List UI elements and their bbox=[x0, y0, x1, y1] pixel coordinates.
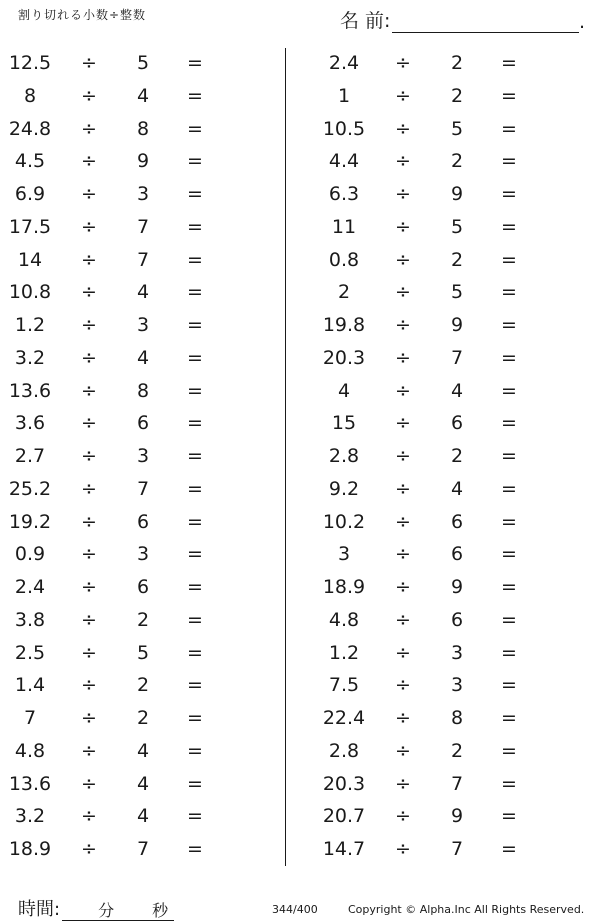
dividend: 3.8 bbox=[14, 608, 46, 631]
dividend: 2.4 bbox=[14, 576, 46, 598]
divisor: 5 bbox=[450, 215, 464, 238]
dividend: 2.8 bbox=[328, 445, 360, 467]
division-sign: ÷ bbox=[81, 379, 97, 402]
divisor: 9 bbox=[136, 150, 150, 173]
divisor: 7 bbox=[450, 838, 464, 860]
division-sign: ÷ bbox=[395, 739, 411, 762]
division-sign: ÷ bbox=[395, 150, 411, 173]
equals-sign: = bbox=[187, 641, 203, 664]
dividend: 20.3 bbox=[322, 346, 366, 369]
time-label: 時間: bbox=[18, 899, 61, 920]
divisor: 7 bbox=[450, 346, 464, 369]
equals-sign: = bbox=[501, 510, 517, 533]
equals-sign: = bbox=[501, 707, 517, 729]
equals-sign: = bbox=[187, 477, 203, 500]
dividend: 19.8 bbox=[322, 314, 366, 336]
dividend: 2.4 bbox=[328, 52, 360, 74]
divisor: 2 bbox=[136, 608, 150, 631]
dividend: 6.9 bbox=[14, 183, 46, 205]
dividend: 10.8 bbox=[8, 281, 52, 304]
equals-sign: = bbox=[187, 84, 203, 107]
equals-sign: = bbox=[187, 379, 203, 402]
dividend: 1 bbox=[337, 84, 351, 107]
divisor: 9 bbox=[450, 314, 464, 336]
division-sign: ÷ bbox=[395, 772, 411, 795]
division-sign: ÷ bbox=[395, 52, 411, 74]
equals-sign: = bbox=[501, 84, 517, 107]
time-field bbox=[18, 895, 174, 921]
divisor: 3 bbox=[136, 183, 150, 205]
division-sign: ÷ bbox=[395, 183, 411, 205]
dividend: 7 bbox=[23, 707, 37, 729]
divisor: 7 bbox=[136, 477, 150, 500]
divisor: 6 bbox=[450, 608, 464, 631]
dividend: 20.3 bbox=[322, 772, 366, 795]
division-sign: ÷ bbox=[81, 215, 97, 238]
division-sign: ÷ bbox=[81, 117, 97, 140]
equals-sign: = bbox=[187, 346, 203, 369]
equals-sign: = bbox=[501, 281, 517, 304]
division-sign: ÷ bbox=[81, 772, 97, 795]
divisor: 2 bbox=[450, 150, 464, 173]
dividend: 15 bbox=[331, 412, 357, 435]
divisor: 3 bbox=[450, 674, 464, 697]
divisor: 5 bbox=[136, 52, 150, 74]
divisor: 4 bbox=[450, 477, 464, 500]
equals-sign: = bbox=[187, 248, 203, 271]
equals-sign: = bbox=[501, 805, 517, 828]
dividend: 18.9 bbox=[8, 838, 52, 860]
equals-sign: = bbox=[187, 183, 203, 205]
dividend: 4 bbox=[337, 379, 351, 402]
dividend: 24.8 bbox=[8, 117, 52, 140]
equals-sign: = bbox=[501, 314, 517, 336]
division-sign: ÷ bbox=[395, 314, 411, 336]
equals-sign: = bbox=[501, 248, 517, 271]
divisor: 7 bbox=[136, 838, 150, 860]
equals-sign: = bbox=[187, 674, 203, 697]
equals-sign: = bbox=[501, 117, 517, 140]
equals-sign: = bbox=[187, 805, 203, 828]
divisor: 7 bbox=[136, 248, 150, 271]
divisor: 9 bbox=[450, 805, 464, 828]
divisor: 3 bbox=[450, 641, 464, 664]
division-sign: ÷ bbox=[81, 248, 97, 271]
equals-sign: = bbox=[187, 838, 203, 860]
equals-sign: = bbox=[501, 445, 517, 467]
divisor: 4 bbox=[136, 281, 150, 304]
dividend: 9.2 bbox=[328, 477, 360, 500]
equals-sign: = bbox=[187, 510, 203, 533]
division-sign: ÷ bbox=[81, 412, 97, 435]
divisor: 3 bbox=[136, 314, 150, 336]
division-sign: ÷ bbox=[81, 543, 97, 566]
division-sign: ÷ bbox=[81, 510, 97, 533]
name-label: 名 前: bbox=[340, 10, 391, 32]
division-sign: ÷ bbox=[81, 608, 97, 631]
division-sign: ÷ bbox=[395, 707, 411, 729]
divisor: 5 bbox=[136, 641, 150, 664]
division-sign: ÷ bbox=[81, 445, 97, 467]
dividend: 12.5 bbox=[8, 52, 52, 74]
division-sign: ÷ bbox=[395, 641, 411, 664]
division-sign: ÷ bbox=[395, 412, 411, 435]
division-sign: ÷ bbox=[395, 805, 411, 828]
divisor: 4 bbox=[136, 84, 150, 107]
equals-sign: = bbox=[501, 674, 517, 697]
divisor: 4 bbox=[450, 379, 464, 402]
equals-sign: = bbox=[187, 150, 203, 173]
division-sign: ÷ bbox=[395, 117, 411, 140]
equals-sign: = bbox=[187, 707, 203, 729]
dividend: 14 bbox=[17, 248, 43, 271]
dividend: 25.2 bbox=[8, 477, 52, 500]
division-sign: ÷ bbox=[395, 608, 411, 631]
division-sign: ÷ bbox=[395, 84, 411, 107]
divisor: 3 bbox=[136, 543, 150, 566]
name-field bbox=[340, 6, 585, 33]
dividend: 8 bbox=[23, 84, 37, 107]
division-sign: ÷ bbox=[395, 674, 411, 697]
divisor: 8 bbox=[136, 117, 150, 140]
dividend: 2 bbox=[337, 281, 351, 304]
divisor: 8 bbox=[450, 707, 464, 729]
divisor: 6 bbox=[450, 543, 464, 566]
equals-sign: = bbox=[187, 215, 203, 238]
dividend: 10.5 bbox=[322, 117, 366, 140]
dividend: 3.2 bbox=[14, 805, 46, 828]
equals-sign: = bbox=[187, 445, 203, 467]
divisor: 7 bbox=[450, 772, 464, 795]
dividend: 2.8 bbox=[328, 739, 360, 762]
division-sign: ÷ bbox=[395, 477, 411, 500]
divisor: 4 bbox=[136, 346, 150, 369]
divisor: 2 bbox=[450, 739, 464, 762]
division-sign: ÷ bbox=[81, 150, 97, 173]
equals-sign: = bbox=[501, 838, 517, 860]
dividend: 22.4 bbox=[322, 707, 366, 729]
dividend: 7.5 bbox=[328, 674, 360, 697]
equals-sign: = bbox=[187, 281, 203, 304]
equals-sign: = bbox=[501, 641, 517, 664]
minutes-label: 分 bbox=[98, 901, 115, 920]
divisor: 9 bbox=[450, 183, 464, 205]
divisor: 4 bbox=[136, 772, 150, 795]
equals-sign: = bbox=[187, 412, 203, 435]
divisor: 6 bbox=[450, 412, 464, 435]
dividend: 1.2 bbox=[14, 314, 46, 336]
division-sign: ÷ bbox=[81, 805, 97, 828]
division-sign: ÷ bbox=[395, 510, 411, 533]
division-sign: ÷ bbox=[81, 314, 97, 336]
divisor: 9 bbox=[450, 576, 464, 598]
equals-sign: = bbox=[187, 543, 203, 566]
divisor: 4 bbox=[136, 805, 150, 828]
divisor: 6 bbox=[136, 412, 150, 435]
equals-sign: = bbox=[501, 477, 517, 500]
equals-sign: = bbox=[187, 772, 203, 795]
column-divider bbox=[285, 48, 286, 866]
dividend: 10.2 bbox=[322, 510, 366, 533]
divisor: 8 bbox=[136, 379, 150, 402]
dividend: 2.5 bbox=[14, 641, 46, 664]
equals-sign: = bbox=[187, 117, 203, 140]
dividend: 3.2 bbox=[14, 346, 46, 369]
division-sign: ÷ bbox=[395, 445, 411, 467]
equals-sign: = bbox=[501, 739, 517, 762]
division-sign: ÷ bbox=[395, 543, 411, 566]
division-sign: ÷ bbox=[81, 576, 97, 598]
divisor: 6 bbox=[450, 510, 464, 533]
division-sign: ÷ bbox=[81, 641, 97, 664]
divisor: 2 bbox=[136, 674, 150, 697]
equals-sign: = bbox=[501, 183, 517, 205]
dividend: 0.8 bbox=[328, 248, 360, 271]
dividend: 11 bbox=[331, 215, 357, 238]
division-sign: ÷ bbox=[395, 346, 411, 369]
dividend: 18.9 bbox=[322, 576, 366, 598]
dividend: 14.7 bbox=[322, 838, 366, 860]
equals-sign: = bbox=[501, 215, 517, 238]
dividend: 4.4 bbox=[328, 150, 360, 173]
equals-sign: = bbox=[501, 543, 517, 566]
equals-sign: = bbox=[501, 379, 517, 402]
division-sign: ÷ bbox=[395, 576, 411, 598]
divisor: 2 bbox=[450, 84, 464, 107]
divisor: 2 bbox=[450, 445, 464, 467]
equals-sign: = bbox=[187, 314, 203, 336]
divisor: 4 bbox=[136, 739, 150, 762]
dividend: 19.2 bbox=[8, 510, 52, 533]
division-sign: ÷ bbox=[81, 183, 97, 205]
equals-sign: = bbox=[501, 772, 517, 795]
divisor: 7 bbox=[136, 215, 150, 238]
page-number: 344/400 bbox=[272, 903, 318, 916]
name-end-dot: . bbox=[578, 11, 585, 33]
dividend: 3 bbox=[337, 543, 351, 566]
equals-sign: = bbox=[501, 412, 517, 435]
division-sign: ÷ bbox=[395, 838, 411, 860]
division-sign: ÷ bbox=[81, 52, 97, 74]
division-sign: ÷ bbox=[81, 477, 97, 500]
dividend: 20.7 bbox=[322, 805, 366, 828]
equals-sign: = bbox=[187, 608, 203, 631]
divisor: 5 bbox=[450, 117, 464, 140]
divisor: 2 bbox=[450, 52, 464, 74]
dividend: 13.6 bbox=[8, 379, 52, 402]
divisor: 2 bbox=[450, 248, 464, 271]
dividend: 4.5 bbox=[14, 150, 46, 173]
division-sign: ÷ bbox=[81, 739, 97, 762]
copyright-notice: Copyright © Alpha.Inc All Rights Reserved. bbox=[348, 903, 585, 916]
divisor: 3 bbox=[136, 445, 150, 467]
divisor: 5 bbox=[450, 281, 464, 304]
equals-sign: = bbox=[501, 346, 517, 369]
division-sign: ÷ bbox=[395, 379, 411, 402]
division-sign: ÷ bbox=[81, 346, 97, 369]
division-sign: ÷ bbox=[81, 674, 97, 697]
dividend: 4.8 bbox=[328, 608, 360, 631]
dividend: 1.4 bbox=[14, 674, 46, 697]
time-blank-line[interactable] bbox=[62, 898, 174, 921]
dividend: 17.5 bbox=[8, 215, 52, 238]
division-sign: ÷ bbox=[395, 281, 411, 304]
division-sign: ÷ bbox=[395, 215, 411, 238]
divisor: 6 bbox=[136, 576, 150, 598]
equals-sign: = bbox=[187, 52, 203, 74]
division-sign: ÷ bbox=[81, 707, 97, 729]
equals-sign: = bbox=[501, 576, 517, 598]
dividend: 4.8 bbox=[14, 739, 46, 762]
division-sign: ÷ bbox=[81, 281, 97, 304]
name-blank-line[interactable] bbox=[392, 10, 579, 33]
divisor: 6 bbox=[136, 510, 150, 533]
divisor: 2 bbox=[136, 707, 150, 729]
dividend: 13.6 bbox=[8, 772, 52, 795]
worksheet-title: 割り切れる小数÷整数 bbox=[18, 8, 147, 22]
division-sign: ÷ bbox=[395, 248, 411, 271]
division-sign: ÷ bbox=[81, 838, 97, 860]
seconds-label: 秒 bbox=[152, 901, 169, 920]
dividend: 1.2 bbox=[328, 641, 360, 664]
dividend: 2.7 bbox=[14, 445, 46, 467]
dividend: 6.3 bbox=[328, 183, 360, 205]
equals-sign: = bbox=[187, 739, 203, 762]
division-sign: ÷ bbox=[81, 84, 97, 107]
dividend: 0.9 bbox=[14, 543, 46, 566]
equals-sign: = bbox=[501, 52, 517, 74]
equals-sign: = bbox=[501, 150, 517, 173]
dividend: 3.6 bbox=[14, 412, 46, 435]
equals-sign: = bbox=[501, 608, 517, 631]
equals-sign: = bbox=[187, 576, 203, 598]
